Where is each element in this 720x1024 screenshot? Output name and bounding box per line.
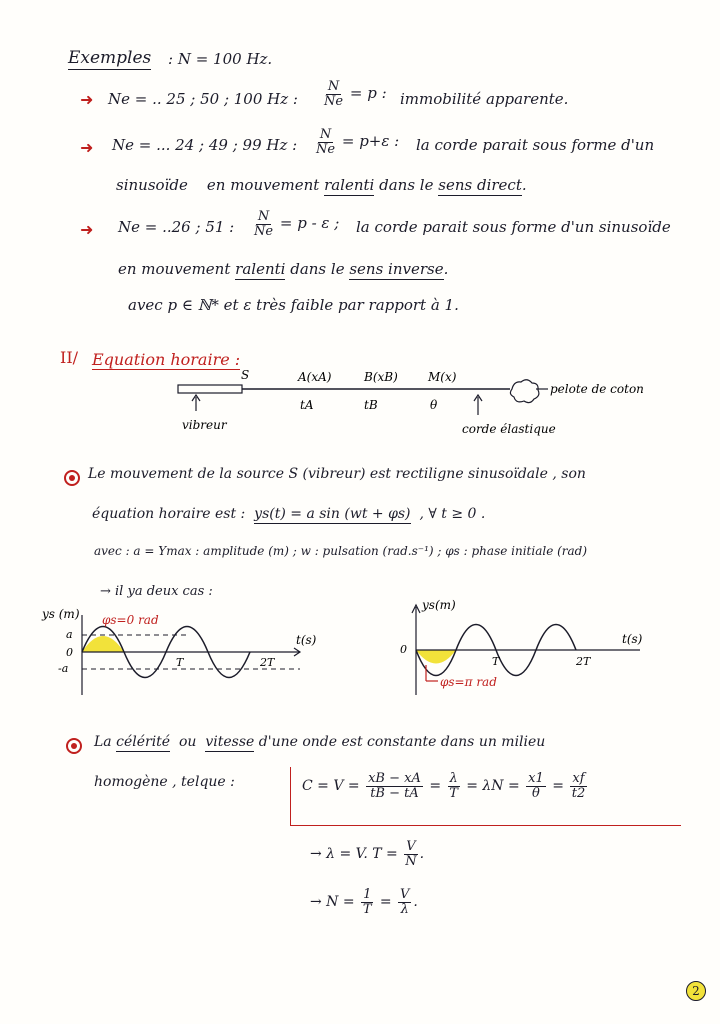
formula-f4-den: t2	[571, 785, 586, 801]
n-frac1-num: 1	[363, 887, 372, 902]
case2-sinusoide: sinusoïde	[116, 176, 188, 194]
formula-f3-den: θ	[532, 785, 540, 801]
page-number: 2	[686, 981, 706, 1001]
celerite-line	[94, 734, 545, 750]
diagram-s: S	[241, 368, 250, 382]
case3-result: la corde parait sous forme d'un sinusoïde	[356, 218, 671, 236]
n-frac1-den: T	[362, 901, 372, 917]
examples-title: Exemples	[68, 48, 152, 68]
examples-avec: avec p ∈ ℕ* et ε très faible par rapport à 1.	[128, 296, 459, 314]
diagram-ta: tA	[300, 398, 314, 412]
diagram-b: B(xB)	[364, 370, 398, 384]
section2-title: Equation horaire :	[92, 350, 241, 369]
cotton-ball-icon	[510, 380, 539, 403]
lambda-text: → λ = V. T =	[310, 846, 398, 863]
celerite-ou: ou	[179, 734, 197, 750]
diagram-theta: θ	[430, 398, 438, 412]
p1-forall: , ∀ t ≥ 0 .	[419, 506, 486, 522]
graph1-phase: φs=0 rad	[102, 613, 159, 627]
n-line: → N = $\frac{1}{T}$ = $\frac{V}{\lambda}$ .	[310, 887, 418, 917]
n-frac2-num: V	[400, 887, 410, 902]
diagram-tb: tB	[364, 398, 378, 412]
formula-f4-num: xf	[572, 771, 585, 786]
p1-line2	[92, 506, 485, 522]
formula-f1-den: tB − tA	[370, 785, 419, 801]
n-frac2-den: λ	[400, 901, 409, 917]
p1-line1: Le mouvement de la source S (vibreur) est rectiligne sinusoïdale , son	[88, 466, 586, 482]
case2-ne: Ne = ... 24 ; 49 ; 99 Hz :	[112, 136, 298, 154]
case1-result: immobilité apparente.	[400, 90, 569, 108]
lambda-frac-num: V	[406, 839, 416, 854]
graph1-a: a	[66, 628, 73, 641]
case2-frac-num: N	[319, 127, 332, 142]
graph2-xlabel: t(s)	[622, 632, 643, 646]
formula-eq1: =	[429, 778, 442, 795]
formula-eq2: = λN =	[466, 778, 520, 795]
diagram-corde: corde élastique	[462, 422, 556, 436]
graph2-zero: 0	[400, 643, 407, 656]
diagram-m: M(x)	[428, 370, 457, 384]
p1-line4: → il ya deux cas :	[100, 584, 213, 599]
section2-numeral: II/	[60, 348, 79, 367]
case3-frac-num: N	[257, 209, 270, 224]
diagram-vibreur: vibreur	[182, 418, 227, 432]
case1-fraction	[322, 80, 387, 108]
case3-mouvement: en mouvement	[118, 260, 231, 278]
case1-frac-num: N	[327, 79, 340, 94]
case3-line2	[118, 260, 448, 278]
graph2-ylabel: ys(m)	[422, 598, 456, 612]
p1-equation: ys(t) = a sin (wt + φs)	[254, 506, 411, 522]
p1-line3: avec : a = Ymax : amplitude (m) ; w : pulsation (rad.s⁻¹) ; φs : phase initiale (rad)	[94, 544, 588, 558]
formula	[302, 772, 589, 800]
case2-dans-le: dans le	[379, 176, 434, 194]
graph2-yellow-fill	[416, 650, 456, 664]
celerite-word: célérité	[116, 734, 171, 750]
homogene-line: homogène , telque :	[94, 774, 235, 790]
case2-result: la corde parait sous forme d'un	[416, 136, 655, 154]
formula-f1-num: xB − xA	[368, 771, 421, 786]
arrow-icon: ➜	[80, 138, 94, 157]
vibreur-box	[178, 385, 242, 393]
arrow-icon: ➜	[80, 220, 94, 239]
diagram-a: A(xA)	[298, 370, 332, 384]
vitesse-word: vitesse	[205, 734, 255, 750]
case2-mouvement: en mouvement	[206, 176, 320, 194]
case1-frac-den: Ne	[324, 93, 344, 109]
formula-eq3: =	[552, 778, 564, 795]
case2-line2	[116, 176, 527, 194]
case3-period: .	[443, 260, 449, 278]
case1-ne: Ne = .. 25 ; 50 ; 100 Hz :	[108, 90, 298, 108]
lambda-line: → λ = V. T = $\frac{V}{N}$ .	[310, 839, 425, 869]
case2-frac-den: Ne	[316, 141, 336, 157]
case2-period: .	[521, 176, 527, 194]
bullet-icon	[66, 738, 82, 754]
graph2-2t: 2T	[576, 655, 591, 668]
formula-cv: C = V =	[302, 778, 360, 795]
formula-f3-num: x1	[528, 771, 544, 786]
case1-eq: = p :	[349, 84, 387, 103]
graph-phase-pi	[380, 595, 680, 700]
case3-ralenti: ralenti	[235, 260, 286, 278]
diagram-pelote: pelote de coton	[550, 382, 644, 396]
graph1-zero: 0	[66, 646, 73, 659]
graph2-phase: φs=π rad	[440, 675, 497, 689]
case3-eq: = p - ε ;	[279, 214, 340, 233]
case3-dans-le: dans le	[290, 260, 345, 278]
examples-n-value: : N = 100 Hz.	[168, 50, 273, 68]
case3-fraction	[252, 210, 339, 238]
n-eq: =	[379, 894, 392, 911]
graph1-xlabel: t(s)	[296, 633, 317, 647]
n-text: → N =	[310, 894, 355, 911]
case3-sens-inverse: sens inverse	[349, 260, 444, 278]
case2-ralenti: ralenti	[324, 176, 375, 194]
case2-sens-direct: sens direct	[438, 176, 522, 194]
formula-f2-num: λ	[449, 771, 458, 786]
string-diagram	[0, 365, 720, 440]
formula-f2-den: T	[449, 785, 458, 801]
graph1-minus-a: -a	[58, 662, 69, 675]
case2-fraction	[314, 128, 399, 156]
graph2-t: T	[492, 655, 500, 668]
graph1-t: T	[176, 656, 184, 669]
case3-frac-den: Ne	[254, 223, 274, 239]
p1-line2-label: équation horaire est :	[92, 506, 246, 522]
graph-phase-zero	[30, 600, 330, 700]
celerite-la: La	[94, 734, 112, 750]
case2-eq: = p+ε :	[341, 132, 400, 151]
case3-ne: Ne = ..26 ; 51 :	[118, 218, 235, 236]
lambda-frac-den: N	[405, 853, 417, 869]
graph1-ylabel: ys (m)	[42, 607, 80, 621]
bullet-icon	[64, 470, 80, 486]
arrow-icon: ➜	[80, 90, 94, 109]
celerite-rest: d'une onde est constante dans un milieu	[258, 734, 546, 750]
graph1-2t: 2T	[260, 656, 275, 669]
